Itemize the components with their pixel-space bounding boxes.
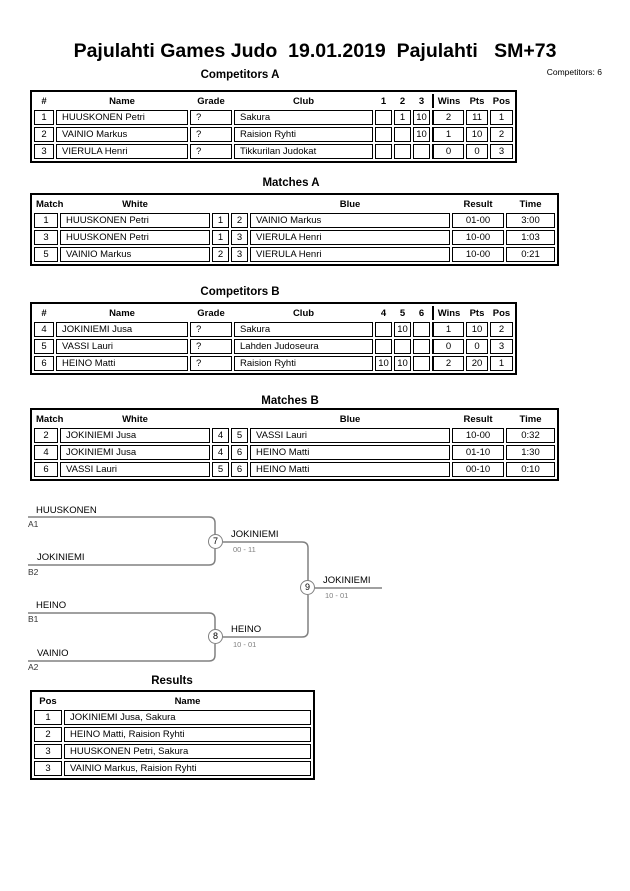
cell-wins: 1 (432, 127, 464, 142)
column-header: Wins (432, 306, 464, 320)
column-header: Club (292, 95, 315, 107)
competitor-row (34, 322, 513, 337)
column-header: # (41, 307, 47, 319)
column-header: Name (174, 695, 201, 707)
cell-score (413, 322, 430, 337)
column-header (212, 197, 229, 211)
cell-pos: 2 (490, 322, 513, 337)
bracket-slot-seed: A2 (28, 662, 39, 672)
result-row (34, 727, 311, 742)
cell-white: JOKINIEMI Jusa (60, 428, 210, 443)
matches-b-table (30, 408, 559, 481)
cell-match-number: 4 (34, 445, 58, 460)
bracket-match-score: 10 - 01 (325, 591, 349, 600)
cell-score (394, 127, 411, 142)
cell-result: 01-10 (452, 445, 504, 460)
cell-pts: 0 (466, 339, 488, 354)
cell-match-number: 2 (34, 428, 58, 443)
match-number-badge: 9 (300, 580, 315, 595)
cell-pos: 2 (490, 127, 513, 142)
cell-number: 3 (34, 144, 54, 159)
column-header: White (122, 198, 148, 210)
match-number-badge: 8 (208, 629, 223, 644)
elimination-bracket (0, 495, 430, 680)
cell-pos: 1 (34, 710, 62, 725)
cell-score: 10 (413, 127, 430, 142)
match-row (34, 462, 555, 477)
cell-pts: 10 (466, 322, 488, 337)
section-heading-matches-b: Matches B (261, 395, 319, 407)
column-header (231, 412, 248, 426)
cell-pts: 10 (466, 127, 488, 142)
cell-result: 00-10 (452, 462, 504, 477)
column-header: Result (463, 198, 493, 210)
header-row (34, 412, 555, 426)
cell-time: 1:03 (506, 230, 555, 245)
bracket-match-score: 10 - 01 (233, 640, 257, 649)
cell-pos: 3 (34, 744, 62, 759)
cell-blue: VASSI Lauri (250, 428, 450, 443)
cell-time: 1:30 (506, 445, 555, 460)
header-row (34, 306, 513, 320)
cell-result: 10-00 (452, 247, 504, 262)
bracket-slot-name: JOKINIEMI (37, 552, 85, 563)
column-header: 2 (399, 95, 406, 107)
cell-blue: VAINIO Markus (250, 213, 450, 228)
cell-wins: 2 (432, 110, 464, 125)
header-row (34, 94, 513, 108)
cell-pts: 11 (466, 110, 488, 125)
column-header: Pos (39, 695, 57, 707)
cell-name: HUUSKONEN Petri, Sakura (64, 744, 311, 759)
cell-pos: 1 (490, 110, 513, 125)
cell-score (394, 339, 411, 354)
result-row (34, 710, 311, 725)
column-header: Blue (339, 198, 361, 210)
cell-name: HEINO Matti, Raision Ryhti (64, 727, 311, 742)
column-header: Result (463, 413, 493, 425)
cell-match-number: 1 (34, 213, 58, 228)
cell-white: JOKINIEMI Jusa (60, 445, 210, 460)
cell-score (375, 339, 392, 354)
match-row (34, 445, 555, 460)
column-header: Time (519, 198, 542, 210)
cell-grade: ? (190, 322, 232, 337)
cell-pts: 0 (466, 144, 488, 159)
cell-name: VAINIO Markus (56, 127, 188, 142)
column-header: Time (519, 413, 542, 425)
cell-score (375, 127, 392, 142)
cell-result: 10-00 (452, 230, 504, 245)
cell-pos: 1 (490, 356, 513, 371)
column-header: Pts (469, 307, 485, 319)
column-header (231, 197, 248, 211)
match-row (34, 230, 555, 245)
cell-score (394, 144, 411, 159)
bracket-slot-seed: A1 (28, 519, 39, 529)
bracket-slot-seed: B2 (28, 567, 39, 577)
competitor-row (34, 339, 513, 354)
cell-grade: ? (190, 339, 232, 354)
cell-pos: 3 (34, 761, 62, 776)
cell-grade: ? (190, 110, 232, 125)
cell-name: JOKINIEMI Jusa (56, 322, 188, 337)
cell-score (413, 339, 430, 354)
column-header: Name (109, 95, 135, 107)
cell-score: 10 (394, 356, 411, 371)
cell-wins: 2 (432, 356, 464, 371)
cell-club: Sakura (234, 110, 373, 125)
bracket-slot-name: VAINIO (37, 648, 69, 659)
cell-grade: ? (190, 127, 232, 142)
cell-name: HEINO Matti (56, 356, 188, 371)
cell-time: 0:21 (506, 247, 555, 262)
cell-score (413, 356, 430, 371)
cell-score (375, 322, 392, 337)
column-header: Grade (197, 95, 225, 107)
cell-match-number: 5 (34, 247, 58, 262)
cell-number: 1 (34, 110, 54, 125)
section-heading-competitors-b: Competitors B (200, 286, 280, 298)
cell-blue: HEINO Matti (250, 462, 450, 477)
column-header: Pts (469, 95, 485, 107)
column-header: # (41, 95, 47, 107)
competitor-row (34, 127, 513, 142)
cell-grade: ? (190, 144, 232, 159)
competitors-count: Competitors: 6 (546, 67, 602, 77)
cell-name: VIERULA Henri (56, 144, 188, 159)
match-row (34, 213, 555, 228)
cell-score: 10 (394, 322, 411, 337)
page-title: Pajulahti Games Judo 19.01.2019 Pajulahti SM+73 (73, 40, 557, 62)
bracket-winner-name: HEINO (231, 624, 262, 635)
cell-name: VAINIO Markus, Raision Ryhti (64, 761, 311, 776)
competitor-row (34, 356, 513, 371)
cell-white-id: 5 (212, 462, 229, 477)
column-header: Wins (432, 94, 464, 108)
column-header: Club (292, 307, 315, 319)
cell-score: 1 (394, 110, 411, 125)
cell-club: Tikkurilan Judokat (234, 144, 373, 159)
section-heading-competitors-a: Competitors A (200, 69, 280, 81)
bracket-winner-name: JOKINIEMI (323, 575, 371, 586)
column-header: Match (36, 198, 64, 210)
column-header: Grade (197, 307, 225, 319)
cell-blue-id: 6 (231, 462, 248, 477)
header-row (34, 197, 555, 211)
column-header: Match (36, 413, 64, 425)
cell-white: VASSI Lauri (60, 462, 210, 477)
bracket-slot-name: HEINO (36, 600, 67, 611)
column-header: 6 (418, 307, 425, 319)
cell-white-id: 1 (212, 213, 229, 228)
result-row (34, 744, 311, 759)
cell-blue: VIERULA Henri (250, 230, 450, 245)
cell-result: 10-00 (452, 428, 504, 443)
cell-white: HUUSKONEN Petri (60, 230, 210, 245)
cell-blue: HEINO Matti (250, 445, 450, 460)
column-header: 5 (399, 307, 406, 319)
cell-club: Sakura (234, 322, 373, 337)
cell-club: Raision Ryhti (234, 356, 373, 371)
cell-white-id: 4 (212, 428, 229, 443)
section-heading-results: Results (151, 675, 193, 687)
result-row (34, 761, 311, 776)
column-header: 3 (418, 95, 425, 107)
cell-blue: VIERULA Henri (250, 247, 450, 262)
cell-number: 2 (34, 127, 54, 142)
competitor-row (34, 144, 513, 159)
column-header: Name (109, 307, 135, 319)
cell-time: 3:00 (506, 213, 555, 228)
cell-pos: 2 (34, 727, 62, 742)
cell-pts: 20 (466, 356, 488, 371)
cell-score: 10 (413, 110, 430, 125)
cell-wins: 1 (432, 322, 464, 337)
bracket-match-score: 00 - 11 (233, 545, 256, 554)
cell-score: 10 (375, 356, 392, 371)
cell-blue-id: 3 (231, 247, 248, 262)
cell-blue-id: 2 (231, 213, 248, 228)
cell-pos: 3 (490, 339, 513, 354)
bracket-slot-name: HUUSKONEN (36, 505, 97, 516)
cell-white-id: 4 (212, 445, 229, 460)
cell-club: Lahden Judoseura (234, 339, 373, 354)
cell-number: 6 (34, 356, 54, 371)
column-header: 1 (380, 95, 387, 107)
cell-time: 0:10 (506, 462, 555, 477)
cell-score (413, 144, 430, 159)
cell-wins: 0 (432, 144, 464, 159)
bracket-slot-seed: B1 (28, 614, 39, 624)
cell-blue-id: 5 (231, 428, 248, 443)
cell-name: JOKINIEMI Jusa, Sakura (64, 710, 311, 725)
column-header: 4 (380, 307, 387, 319)
cell-name: VASSI Lauri (56, 339, 188, 354)
cell-grade: ? (190, 356, 232, 371)
cell-white: VAINIO Markus (60, 247, 210, 262)
column-header: Pos (492, 95, 511, 107)
section-heading-matches-a: Matches A (262, 177, 320, 189)
column-header: White (122, 413, 148, 425)
cell-blue-id: 3 (231, 230, 248, 245)
cell-name: HUUSKONEN Petri (56, 110, 188, 125)
matches-a-table (30, 193, 559, 266)
cell-time: 0:32 (506, 428, 555, 443)
competitors-a-table (30, 90, 517, 163)
bracket-winner-name: JOKINIEMI (231, 529, 279, 540)
match-number-badge: 7 (208, 534, 223, 549)
cell-match-number: 3 (34, 230, 58, 245)
cell-wins: 0 (432, 339, 464, 354)
cell-number: 4 (34, 322, 54, 337)
cell-number: 5 (34, 339, 54, 354)
cell-score (375, 144, 392, 159)
competitors-b-table (30, 302, 517, 375)
cell-result: 01-00 (452, 213, 504, 228)
results-table (30, 690, 315, 780)
cell-club: Raision Ryhti (234, 127, 373, 142)
column-header: Blue (339, 413, 361, 425)
cell-match-number: 6 (34, 462, 58, 477)
cell-score (375, 110, 392, 125)
cell-blue-id: 6 (231, 445, 248, 460)
match-row (34, 247, 555, 262)
cell-white-id: 2 (212, 247, 229, 262)
header-row (34, 694, 311, 708)
cell-white-id: 1 (212, 230, 229, 245)
cell-white: HUUSKONEN Petri (60, 213, 210, 228)
column-header (212, 412, 229, 426)
column-header: Pos (492, 307, 511, 319)
competitor-row (34, 110, 513, 125)
cell-pos: 3 (490, 144, 513, 159)
match-row (34, 428, 555, 443)
